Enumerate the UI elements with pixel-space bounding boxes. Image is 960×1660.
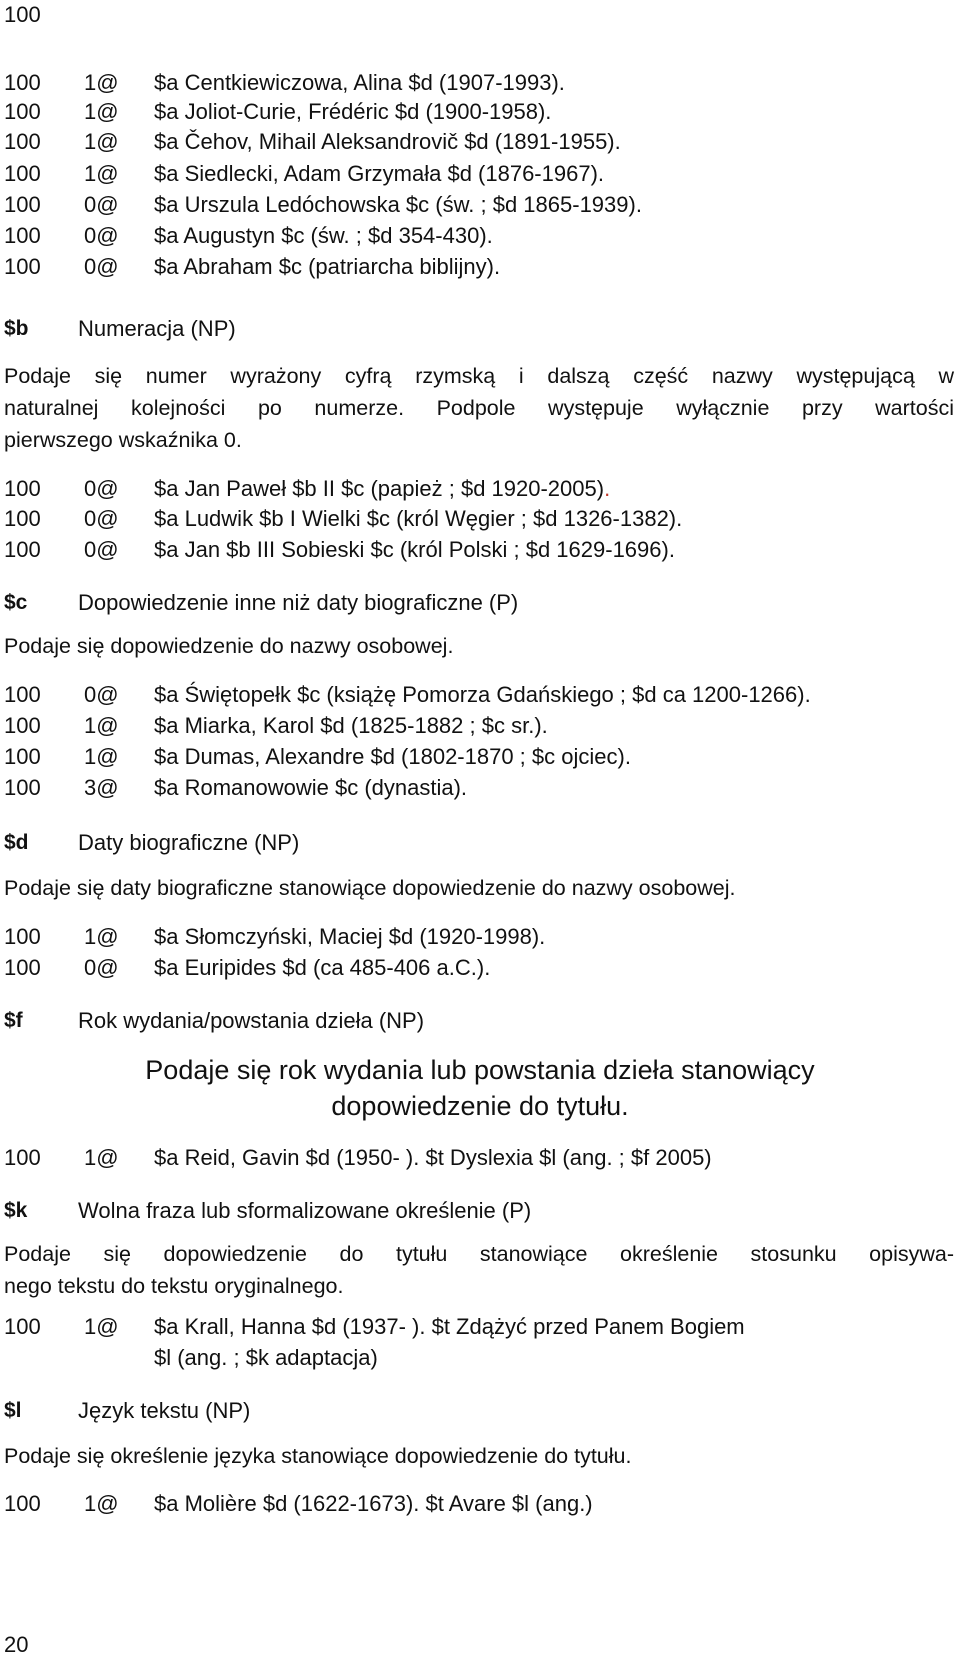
subfield-code: $b: [4, 317, 29, 340]
subfield-title: Dopowiedzenie inne niż daty biograficzne (P): [78, 590, 519, 615]
subfield-code: $d: [4, 831, 29, 854]
subfield-code: $c: [4, 591, 28, 614]
subfield-description-c: Podaje się dopowiedzenie do nazwy osobowej.: [4, 634, 454, 658]
subfield-description-f-line1: Podaje się rok wydania lub powstania dzieła stanowiący: [145, 1055, 815, 1085]
subfield-code: $k: [4, 1199, 28, 1222]
subfield-description-f-line2: dopowiedzenie do tytułu.: [331, 1091, 629, 1121]
subfield-title: Wolna fraza lub sformalizowane określenie (P): [78, 1198, 532, 1223]
subfield-code: $l: [4, 1399, 22, 1422]
subfield-description-d: Podaje się daty biograficzne stanowiące dopowiedzenie do nazwy osobowej.: [4, 876, 736, 900]
page-header-number: 100: [4, 2, 41, 27]
subfield-description-l: Podaje się określenie języka stanowiące dopowiedzenie do tytułu.: [4, 1444, 632, 1468]
subfield-code: $f: [4, 1009, 23, 1032]
subfield-title: Język tekstu (NP): [78, 1398, 251, 1423]
subfield-title: Daty biograficzne (NP): [78, 830, 300, 855]
page-number: 20: [4, 1632, 29, 1657]
subfield-title: Numeracja (NP): [78, 316, 236, 341]
trailing-period: .: [604, 476, 611, 501]
subfield-description-b: Podaje się numer wyrażony cyfrą rzymską i dalszą część nazwy występującą w naturalnej kolejności po numerze. Podpole występuje wyłącznie przy wartości pierwszego wskaźnika 0.: [4, 364, 954, 452]
subfield-description-k: Podaje się dopowiedzenie do tytułu stanowiące określenie stosunku opisywa- nego tekstu do tekstu oryginalnego.: [4, 1242, 954, 1298]
subfield-title: Rok wydania/powstania dzieła (NP): [78, 1008, 425, 1033]
